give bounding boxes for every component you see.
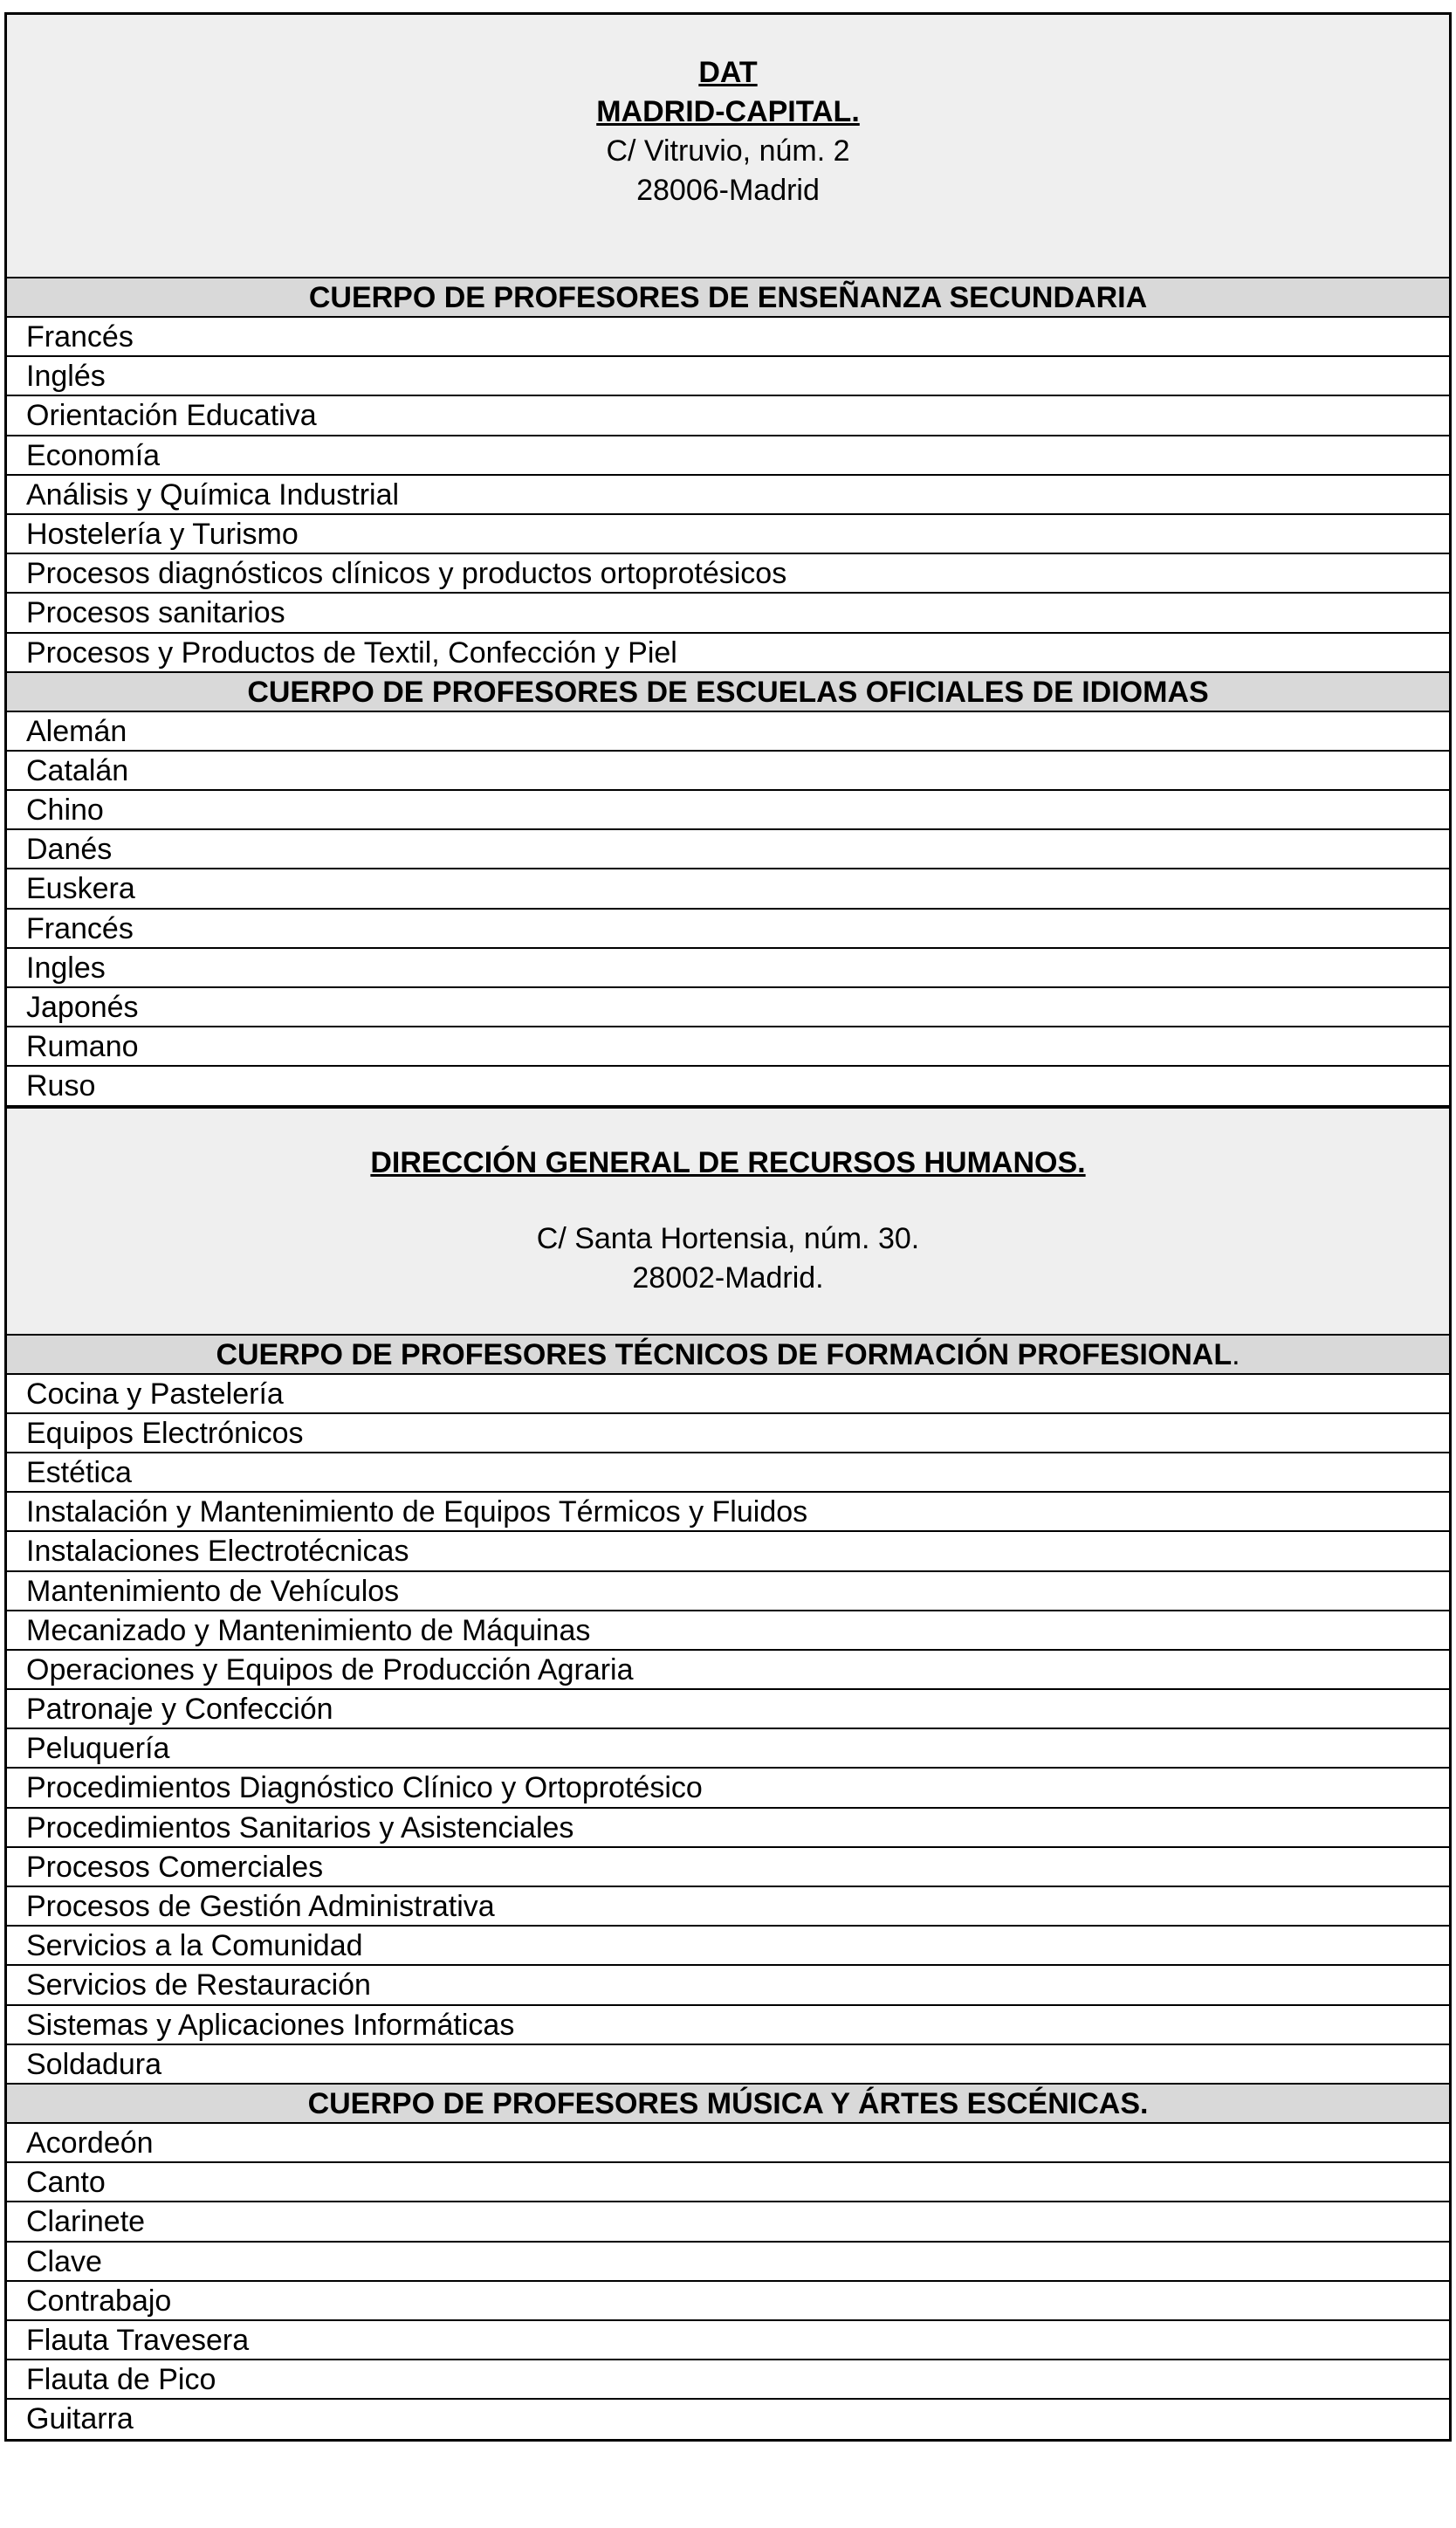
list-item: Clarinete [7,2202,1449,2242]
list-item: Procesos diagnósticos clínicos y productos ortoprotésicos [7,554,1449,594]
list-item: Peluquería [7,1729,1449,1769]
header-subtitle: MADRID-CAPITAL. [596,95,860,128]
section-list-idiomas [7,712,1449,1107]
section-title-musica: CUERPO DE PROFESORES MÚSICA Y ÁRTES ESCÉNICAS. [7,2085,1449,2124]
list-item: Guitarra [26,2402,134,2436]
document-table [4,12,1452,2442]
list-item: Patronaje y Confección [7,1690,1449,1729]
section-list-fp [7,1375,1449,2085]
list-item: Procedimientos Sanitarios y Asistenciales [7,1809,1449,1848]
list-item: Orientación Educativa [7,396,1449,436]
section-title-secundaria: CUERPO DE PROFESORES DE ENSEÑANZA SECUNDARIA [7,278,1449,318]
list-item: Ruso [7,1067,1449,1106]
list-item: Francés [7,910,1449,949]
dgrh-header [7,1107,1449,1336]
list-item: Mecanizado y Mantenimiento de Máquinas [7,1611,1449,1651]
list-item: Análisis y Química Industrial [7,476,1449,515]
list-item: Estética [7,1453,1449,1493]
header-title: DAT [698,56,758,89]
list-item: Procesos de Gestión Administrativa [7,1887,1449,1927]
list-item: Servicios a la Comunidad [7,1927,1449,1966]
list-item: Hostelería y Turismo [7,515,1449,554]
list-item: Rumano [7,1027,1449,1067]
list-item: Clave [7,2243,1449,2282]
list-item: Chino [7,791,1449,830]
list-item: Euskera [7,869,1449,909]
list-item: Inglés [7,357,1449,396]
list-item: Canto [7,2163,1449,2202]
list-item: Danés [7,830,1449,869]
list-item: Alemán [7,712,1449,752]
section-title-fp-text: CUERPO DE PROFESORES TÉCNICOS DE FORMACIÓN PROFESIONAL [216,1337,1233,1371]
section-list-secundaria [7,318,1449,673]
list-item: Instalación y Mantenimiento de Equipos Térmicos y Fluidos [7,1493,1449,1532]
list-item: Acordeón [7,2124,1449,2163]
list-item: Contrabajo [7,2282,1449,2321]
header-address: C/ Vitruvio, núm. 2 [606,134,850,168]
list-item: Catalán [7,752,1449,791]
header2-title: DIRECCIÓN GENERAL DE RECURSOS HUMANOS. [370,1145,1086,1179]
list-item: Sistemas y Aplicaciones Informáticas [7,2006,1449,2045]
list-item: Equipos Electrónicos [7,1414,1449,1453]
dat-header [7,15,1449,278]
list-item: Francés [7,318,1449,357]
list-item: Cocina y Pastelería [7,1375,1449,1414]
section-title-idiomas: CUERPO DE PROFESORES DE ESCUELAS OFICIALES DE IDIOMAS [7,673,1449,712]
header-postal: 28006-Madrid [636,174,820,207]
list-item: Economía [7,436,1449,476]
section-title-fp-suffix: . [1232,1337,1240,1371]
list-item: Soldadura [7,2045,1449,2085]
list-item: Procesos sanitarios [7,594,1449,633]
header2-postal: 28002-Madrid. [632,1261,824,1295]
list-item: Operaciones y Equipos de Producción Agraria [7,1651,1449,1690]
list-item: Flauta de Pico [7,2360,1449,2400]
list-item: Mantenimiento de Vehículos [7,1572,1449,1611]
list-item: Japonés [7,988,1449,1027]
list-item: Servicios de Restauración [7,1966,1449,2005]
header2-address: C/ Santa Hortensia, núm. 30. [536,1221,920,1255]
list-item: Procesos Comerciales [7,1848,1449,1887]
list-item: Procedimientos Diagnóstico Clínico y Ortoprotésico [7,1769,1449,1808]
list-item: Instalaciones Electrotécnicas [7,1532,1449,1571]
list-item: Ingles [7,949,1449,988]
section-list-musica [7,2124,1449,2440]
list-item: Procesos y Productos de Textil, Confección y Piel [7,634,1449,673]
section-title-fp [7,1336,1449,1375]
list-item: Flauta Travesera [7,2321,1449,2360]
